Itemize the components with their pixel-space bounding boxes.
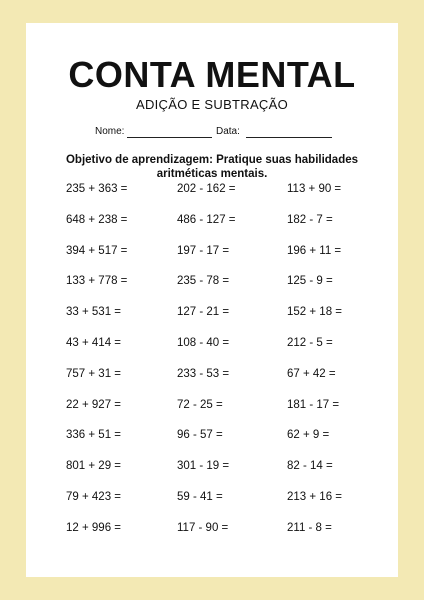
problem-item: 486 - 127 =: [177, 213, 236, 226]
page-title: CONTA MENTAL: [68, 54, 356, 95]
problem-item: 757 + 31 =: [66, 367, 121, 380]
learning-objective: Objetivo de aprendizagem: Pratique suas habilidades aritméticas mentais.: [65, 154, 359, 180]
date-label: Data:: [216, 126, 240, 137]
problem-row: [26, 522, 398, 538]
problem-row: [26, 214, 398, 230]
problem-item: 72 - 25 =: [177, 398, 223, 411]
problem-item: 43 + 414 =: [66, 337, 121, 349]
problem-item: 62 + 9 =: [287, 429, 330, 442]
problem-item: 67 + 42 =: [287, 367, 336, 380]
problem-item: 22 + 927 =: [66, 398, 121, 411]
problem-item: 152 + 18 =: [287, 306, 342, 319]
problem-item: 212 - 5 =: [287, 337, 333, 349]
problem-item: 96 - 57 =: [177, 429, 223, 442]
problem-item: 648 + 238 =: [66, 213, 128, 226]
name-label: Nome:: [95, 126, 125, 137]
problem-item: 113 + 90 =: [287, 183, 342, 195]
problem-row: [26, 245, 398, 261]
problem-item: 182 - 7 =: [287, 213, 333, 226]
problem-item: 202 - 162 =: [177, 183, 236, 195]
problem-item: 108 - 40 =: [177, 337, 230, 349]
problem-row: [26, 306, 398, 322]
problem-item: 117 - 90 =: [177, 521, 229, 534]
problem-item: 336 + 51 =: [66, 429, 121, 442]
problem-item: 125 - 9 =: [287, 275, 333, 288]
problem-row: [26, 337, 398, 353]
problem-row: [26, 460, 398, 476]
problem-item: 196 + 11 =: [287, 244, 342, 257]
problem-item: 82 - 14 =: [287, 460, 333, 473]
problem-item: 59 - 41 =: [177, 491, 223, 503]
page-subtitle: ADIÇÃO E SUBTRAÇÃO: [135, 97, 289, 112]
problem-item: 211 - 8 =: [287, 521, 332, 534]
problem-item: 181 - 17 =: [287, 398, 340, 411]
problem-item: 127 - 21 =: [177, 306, 230, 319]
problem-row: [26, 183, 398, 199]
problem-item: 235 - 78 =: [177, 275, 230, 288]
problem-row: [26, 368, 398, 384]
name-line: [127, 137, 212, 138]
problem-item: 394 + 517 =: [66, 244, 128, 257]
problem-item: 133 + 778 =: [66, 275, 128, 288]
problem-item: 301 - 19 =: [177, 460, 230, 473]
worksheet-page: [26, 23, 398, 577]
problem-row: [26, 399, 398, 415]
problem-item: 801 + 29 =: [66, 460, 121, 473]
problem-item: 213 + 16 =: [287, 491, 342, 503]
problem-row: [26, 275, 398, 291]
problem-row: [26, 491, 398, 507]
problem-item: 12 + 996 =: [66, 521, 121, 534]
problem-item: 33 + 531 =: [66, 306, 121, 319]
problem-row: [26, 429, 398, 445]
problem-item: 79 + 423 =: [66, 491, 121, 503]
problem-item: 197 - 17 =: [177, 244, 230, 257]
date-line: [246, 137, 332, 138]
problem-item: 235 + 363 =: [66, 183, 128, 195]
problem-item: 233 - 53 =: [177, 367, 230, 380]
